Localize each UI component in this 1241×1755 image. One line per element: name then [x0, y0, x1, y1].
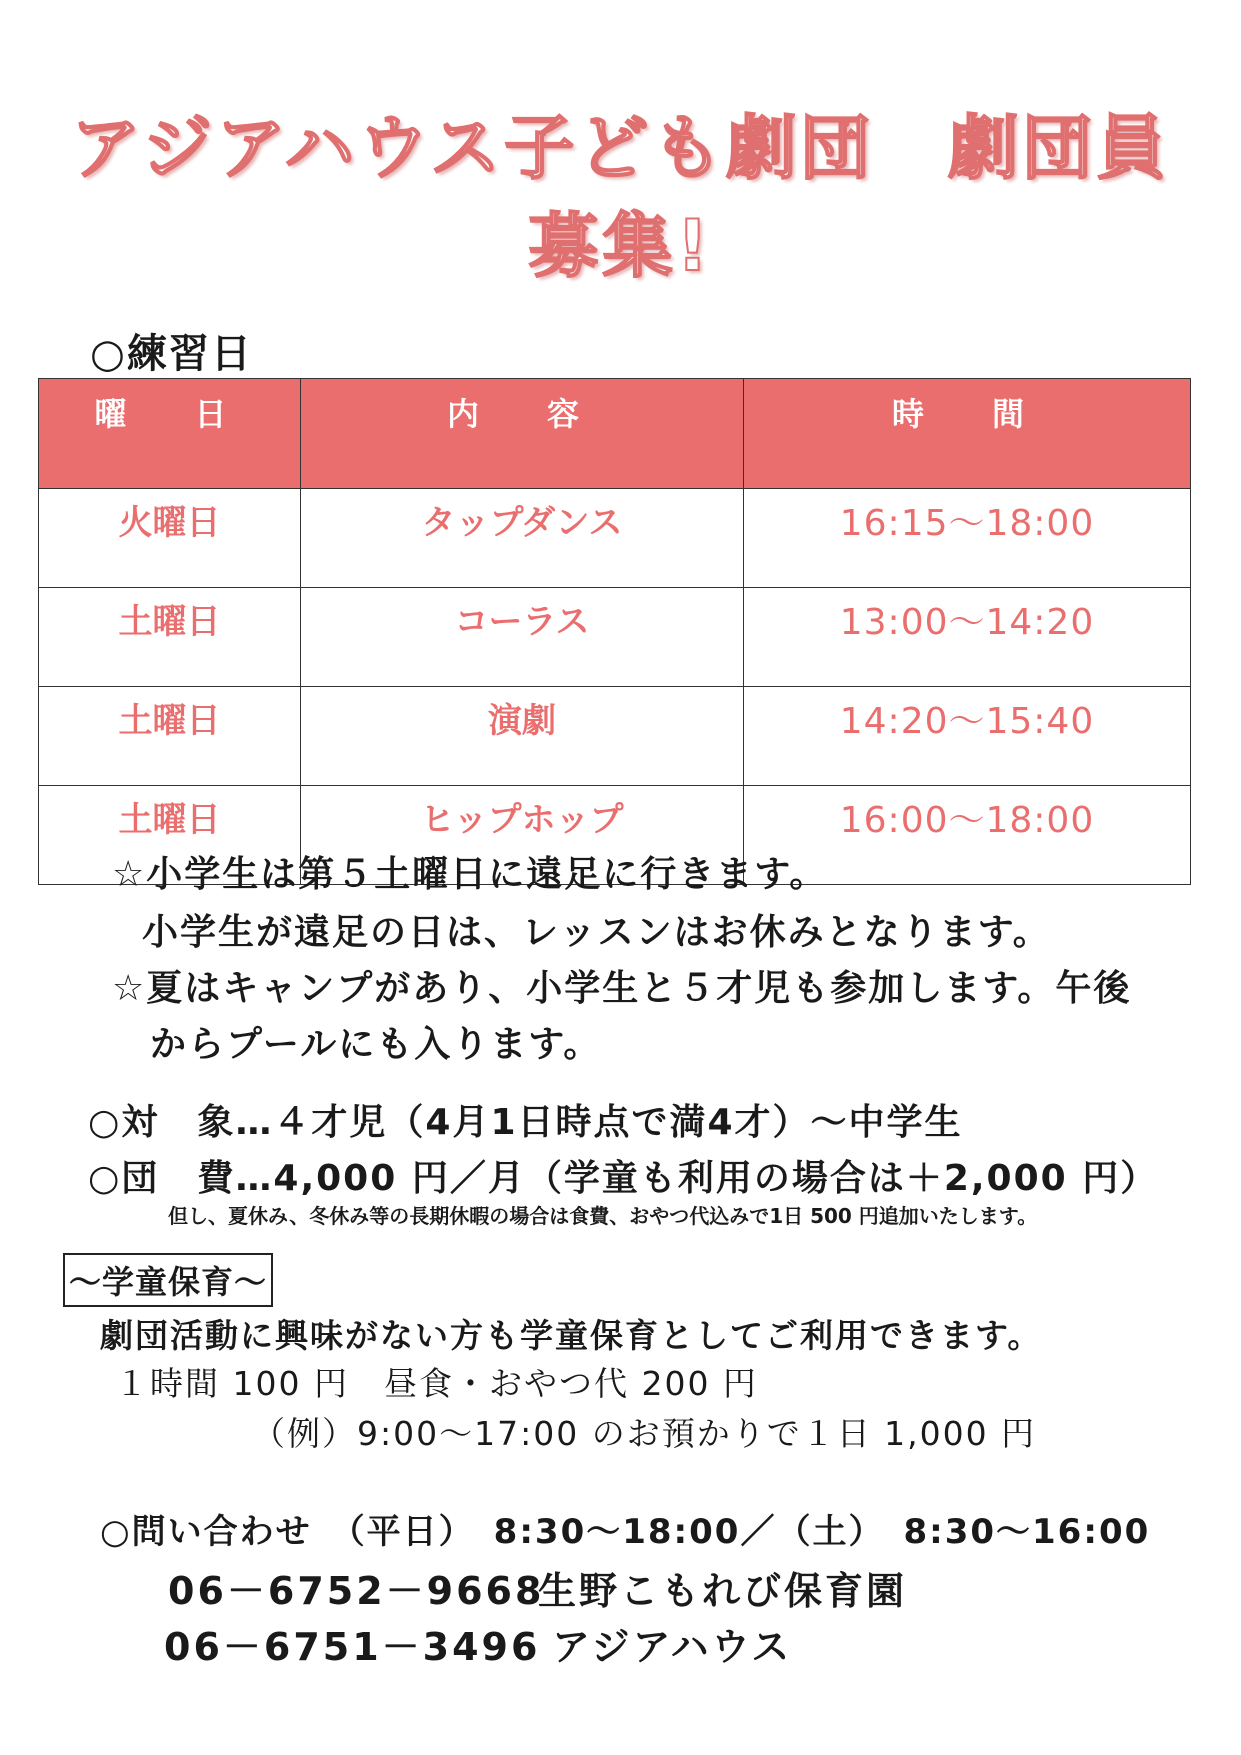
fee-note: 但し、夏休み、冬休み等の長期休暇の場合は食費、おやつ代込みで1日 500 円追加いたします。	[168, 1204, 1038, 1228]
contact-name-2: アジアハウス	[552, 1625, 793, 1669]
practice-schedule-table	[38, 378, 1191, 885]
fee-line: ○団 費…4,000 円／月（学童も利用の場合は＋2,000 円）	[88, 1158, 1159, 1199]
note-excursion: ☆小学生は第５土曜日に遠足に行きます。	[112, 854, 828, 895]
gakudou-heading: ～学童保育～	[63, 1253, 273, 1307]
practice-heading: ○練習日	[90, 331, 253, 377]
table-row	[39, 588, 1191, 687]
row-content: タップダンス	[301, 489, 744, 588]
note-excursion-lesson-off: 小学生が遠足の日は、レッスンはお休みとなります。	[142, 912, 1051, 953]
flyer-title: アジアハウス子ども劇団 劇団員	[70, 107, 1171, 189]
contact-phone-2: 06－6751－3496	[164, 1625, 541, 1669]
row-time: 16:15～18:00	[744, 489, 1191, 588]
row-day: 土曜日	[39, 588, 301, 687]
row-content: 演劇	[301, 687, 744, 786]
column-header-time: 時 間	[744, 379, 1191, 489]
contact-name-1: 生野こもれび保育園	[538, 1569, 908, 1613]
contact-heading: ○問い合わせ （平日） 8:30～18:00／（土） 8:30～16:00	[100, 1512, 1151, 1552]
row-time: 13:00～14:20	[744, 588, 1191, 687]
row-day: 火曜日	[39, 489, 301, 588]
note-pool: からプールにも入ります。	[150, 1024, 602, 1065]
flyer-title-recruit: 募集!	[528, 205, 713, 287]
row-content: コーラス	[301, 588, 744, 687]
gakudou-description: 劇団活動に興味がない方も学童保育としてご利用できます。	[100, 1316, 1043, 1355]
gakudou-example: （例）9:00～17:00 のお預かりで１日 1,000 円	[252, 1414, 1037, 1453]
row-day: 土曜日	[39, 687, 301, 786]
table-row	[39, 489, 1191, 588]
contact-phone-1: 06－6752－9668	[168, 1569, 545, 1613]
row-time: 14:20～15:40	[744, 687, 1191, 786]
note-summer-camp: ☆夏はキャンプがあり、小学生と５才児も参加します。午後	[112, 968, 1132, 1009]
table-header-row	[39, 379, 1191, 489]
column-header-content: 内 容	[301, 379, 744, 489]
target-line: ○対 象…４才児（4月1日時点で満4才）～中学生	[88, 1102, 963, 1143]
column-header-day: 曜 日	[39, 379, 301, 489]
row-time: 16:00～18:00	[744, 786, 1191, 885]
gakudou-price: １時間 100 円 昼食・おやつ代 200 円	[115, 1364, 758, 1403]
row-content: ヒップホップ	[301, 786, 744, 885]
table-row	[39, 687, 1191, 786]
row-day: 土曜日	[39, 786, 301, 885]
